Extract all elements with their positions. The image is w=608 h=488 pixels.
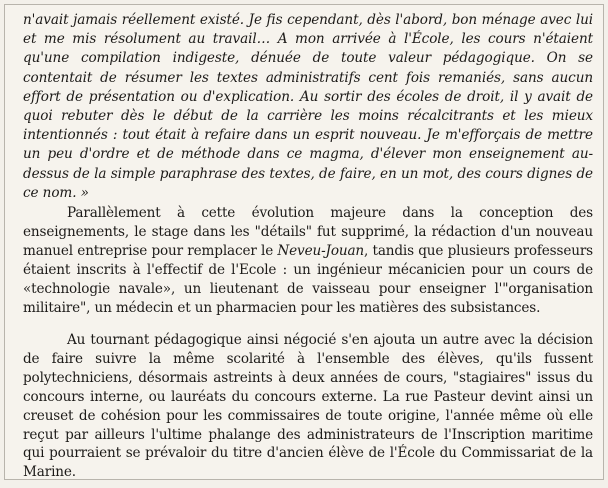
manual-title: Neveu-Jouan: [277, 242, 365, 259]
paragraph-text-before-title: Parallèlement à cette évolution majeure dans la conception des enseignements, le stage dans les "détails" fut supprimé, la rédaction d'un nouveau manuel entreprise pour remplacer le: [23, 205, 593, 259]
italic-quotation: n'avait jamais réellement existé. Je fis cependant, dès l'abord, bon ménage avec lui et me mis résolument au travail… A mon arrivée à l'École, les cours n'étaient qu'une compilation indigeste, dénuée de toute valeur pédagogique. On se contentait de résumer les textes administratifs cent fois remaniés, sans aucun effort de présentation ou d'explication. Au sortir des écoles de droit, il y avait de quoi rebuter dès le début de la carrière les moins récalcitrants et les mieux intentionnés : tout était à refaire dans un esprit nouveau. Je m'efforçais de mettre un peu d'ordre et de méthode dans ce magma, d'élever mon enseignement au-dessus de la simple paraphrase des textes, de faire, en un mot, des cours dignes de ce nom. »: [23, 12, 593, 201]
paragraph-text-after-title: , tandis que plusieurs professeurs étaient inscrits à l'effectif de l'Ecole : un ingénieur mécanicien pour un cours de «technologie navale», un lieutenant de vaisseau pour enseigner l'"organisation militaire", un médecin et un pharmacien pour les matières des subsistances.: [23, 242, 593, 316]
scanned-page: [4, 4, 604, 480]
paragraph-common-schooling: Au tournant pédagogique ainsi négocié s'en ajouta un autre avec la décision de faire suivre la même scolarité à l'ensemble des élèves, qu'ils fussent polytechniciens, désormais astreints à deux années de cours, "stagiaires" issus du concours interne, ou lauréats du concours externe. La rue Pasteur devint ainsi un creuset de cohésion pour les commissaires de toute origine, l'année même où elle reçut par ailleurs l'ultime phalange des administrateurs de l'Inscription maritime qui pourraient se prévaloir du titre d'ancien élève de l'École du Commissariat de la Marine.: [23, 332, 593, 480]
paragraph-reform-of-teaching: [23, 204, 593, 317]
